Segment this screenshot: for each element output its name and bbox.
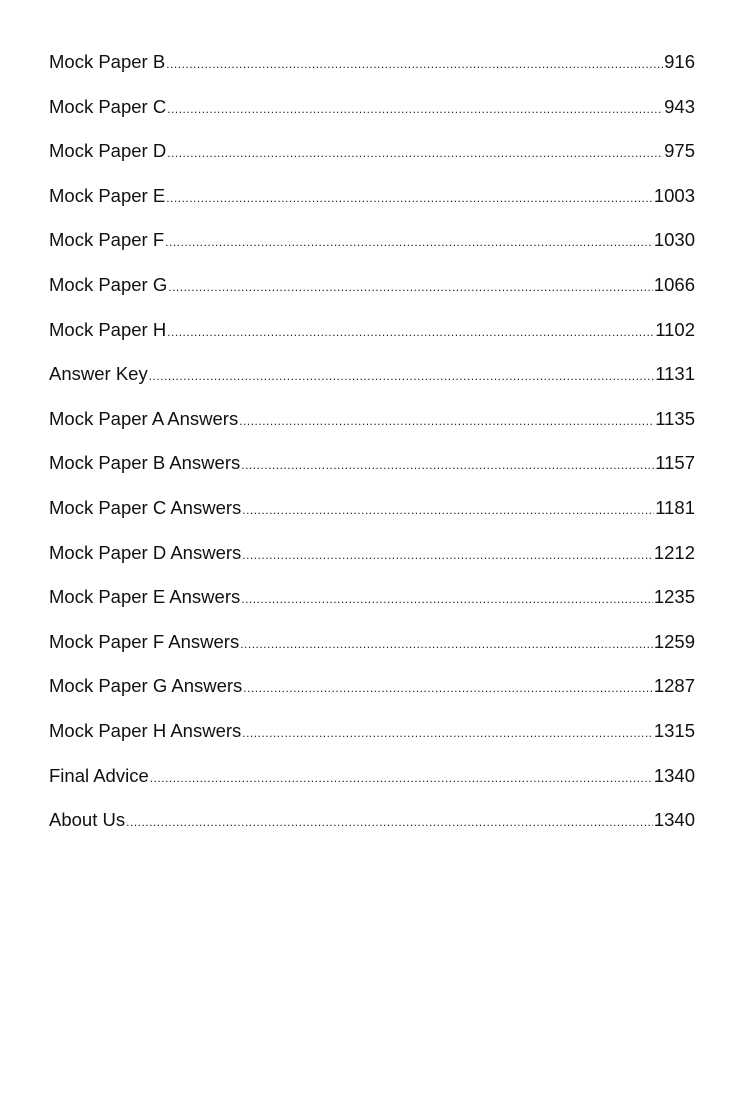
toc-entry-title: About Us: [49, 809, 126, 831]
table-of-contents: [49, 48, 695, 851]
toc-entry[interactable]: [49, 316, 695, 361]
toc-page-number: 975: [664, 140, 695, 162]
toc-dot-leader: [168, 273, 653, 301]
toc-entry-title: Mock Paper H Answers: [49, 719, 242, 741]
toc-page-number: 1135: [655, 407, 695, 429]
toc-entry-title: Mock Paper G Answers: [49, 675, 243, 697]
toc-page-number: 1157: [655, 452, 695, 474]
toc-entry-title: Mock Paper A Answers: [49, 407, 239, 429]
toc-entry[interactable]: [49, 48, 695, 93]
toc-dot-leader: [126, 808, 653, 836]
toc-entry[interactable]: [49, 806, 695, 851]
toc-entry-title: Mock Paper C Answers: [49, 496, 242, 518]
toc-entry[interactable]: [49, 449, 695, 494]
toc-page-number: 1315: [653, 719, 695, 741]
toc-dot-leader: [166, 50, 663, 78]
toc-page-number: 1340: [653, 809, 695, 831]
toc-entry[interactable]: [49, 137, 695, 182]
toc-page-number: 916: [664, 51, 695, 72]
toc-page-number: 1287: [653, 675, 695, 697]
toc-dot-leader: [241, 585, 653, 613]
toc-entry[interactable]: [49, 93, 695, 138]
toc-dot-leader: [243, 674, 653, 702]
toc-entry-title: Answer Key: [49, 363, 148, 385]
toc-page-number: 1181: [655, 496, 695, 518]
toc-page-number: 1235: [653, 586, 695, 608]
toc-dot-leader: [167, 318, 654, 346]
toc-entry-title: Mock Paper B: [49, 51, 166, 72]
toc-entry[interactable]: [49, 762, 695, 807]
toc-entry-title: Mock Paper D: [49, 140, 167, 162]
toc-dot-leader: [165, 228, 653, 256]
toc-entry[interactable]: [49, 494, 695, 539]
toc-entry[interactable]: [49, 717, 695, 762]
toc-entry[interactable]: [49, 628, 695, 673]
toc-dot-leader: [242, 541, 653, 569]
toc-entry[interactable]: [49, 182, 695, 227]
toc-dot-leader: [167, 139, 663, 167]
toc-entry-title: Mock Paper F Answers: [49, 630, 240, 652]
toc-entry[interactable]: [49, 271, 695, 316]
toc-entry-title: Mock Paper F: [49, 229, 165, 251]
toc-entry-title: Mock Paper B Answers: [49, 452, 241, 474]
toc-entry[interactable]: [49, 583, 695, 628]
toc-page-number: 1259: [653, 630, 695, 652]
toc-page-number: 1131: [655, 363, 695, 385]
toc-dot-leader: [241, 451, 654, 479]
toc-dot-leader: [150, 764, 653, 792]
toc-entry-title: Mock Paper C: [49, 95, 167, 117]
toc-dot-leader: [166, 184, 653, 212]
toc-entry[interactable]: [49, 405, 695, 450]
toc-page-number: 1003: [653, 184, 695, 206]
toc-page-number: 1102: [655, 318, 695, 340]
toc-entry[interactable]: [49, 539, 695, 584]
toc-entry-title: Mock Paper E Answers: [49, 586, 241, 608]
toc-dot-leader: [242, 496, 654, 524]
toc-entry-title: Mock Paper D Answers: [49, 541, 242, 563]
toc-entry-title: Mock Paper E: [49, 184, 166, 206]
toc-entry-title: Mock Paper G: [49, 273, 168, 295]
toc-entry-title: Mock Paper H: [49, 318, 167, 340]
toc-page-number: 1212: [653, 541, 695, 563]
toc-entry-title: Final Advice: [49, 764, 149, 786]
toc-entry[interactable]: [49, 360, 695, 405]
toc-dot-leader: [240, 630, 653, 658]
toc-page-number: 943: [664, 95, 695, 117]
toc-dot-leader: [167, 95, 663, 123]
toc-page-number: 1030: [653, 229, 695, 251]
toc-page-number: 1340: [653, 764, 695, 786]
toc-entry[interactable]: [49, 672, 695, 717]
toc-dot-leader: [149, 362, 654, 390]
toc-page-number: 1066: [653, 273, 695, 295]
toc-entry[interactable]: [49, 226, 695, 271]
toc-dot-leader: [239, 407, 654, 435]
toc-dot-leader: [242, 719, 653, 747]
